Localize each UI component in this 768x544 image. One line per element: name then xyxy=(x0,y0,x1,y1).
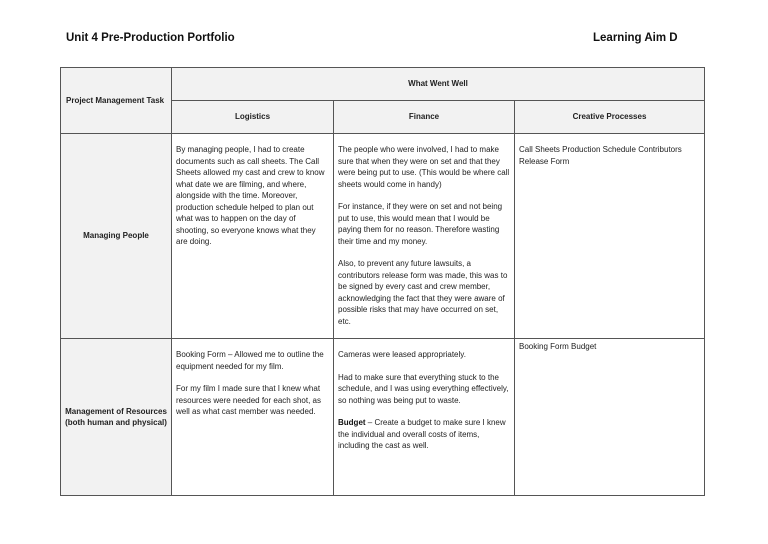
cell-logistics xyxy=(172,339,334,496)
task-management-of-resources: Management of Resources (both human and physical) xyxy=(61,339,172,496)
creative-item: Booking Form xyxy=(519,342,569,351)
cell-logistics xyxy=(172,134,334,339)
logistics-text: For my film I made sure that I knew what resources were needed for each shot, as well as what cast member was needed. xyxy=(176,384,321,416)
creative-item: Call Sheets xyxy=(519,145,560,154)
table-row-managing-people xyxy=(61,134,705,339)
header-project-management-task: Project Management Task xyxy=(61,68,172,134)
header-creative-processes: Creative Processes xyxy=(515,101,705,134)
header-row-group xyxy=(61,68,705,101)
creative-item: Budget xyxy=(571,342,597,351)
cell-creative-processes xyxy=(515,339,705,496)
creative-item: Contributors Release Form xyxy=(519,145,682,166)
logistics-text: By managing people, I had to create documents such as call sheets. The Call Sheets allowed my cast and crew to know what date we are filming, and where, alongside with the time. Moreover, production schedule helped to plan out what was to happen on the day of shooting, so everyone knows what they are doing. xyxy=(176,145,325,246)
header-finance: Finance xyxy=(334,101,515,134)
finance-text: For instance, if they were on set and not being put to use, this would mean that I would be paying them for no reason. Therefore wasting their time and my money. xyxy=(338,202,503,246)
cell-finance xyxy=(334,134,515,339)
finance-text: Cameras were leased appropriately. xyxy=(338,350,466,359)
cell-finance xyxy=(334,339,515,496)
finance-text: Also, to prevent any future lawsuits, a contributors release form was made, this was to be signed by every cast and crew member, acknowledging the fact that they were aware of possible risks that may have occurred on set, etc. xyxy=(338,259,508,326)
budget-label: Budget xyxy=(338,418,366,427)
header-logistics: Logistics xyxy=(172,101,334,134)
table-row-management-of-resources xyxy=(61,339,705,496)
document-title: Unit 4 Pre-Production Portfolio xyxy=(66,32,235,44)
finance-text: The people who were involved, I had to make sure that when they were on set and that they were being put to use. (This would be where call sheets would come in handy) xyxy=(338,145,510,189)
finance-budget-text: Budget – Create a budget to make sure I knew the individual and overall costs of items, including the cast as well. xyxy=(338,418,506,450)
task-managing-people: Managing People xyxy=(61,134,172,339)
learning-aim-label: Learning Aim D xyxy=(593,32,678,44)
logistics-text: Booking Form – Allowed me to outline the equipment needed for my film. xyxy=(176,350,324,371)
portfolio-table xyxy=(60,67,705,496)
creative-item: Production Schedule xyxy=(562,145,636,154)
header-what-went-well: What Went Well xyxy=(172,68,705,101)
cell-creative-processes xyxy=(515,134,705,339)
finance-text: Had to make sure that everything stuck to the schedule, and I was using everything effectively, so nothing was being put to waste. xyxy=(338,372,509,405)
